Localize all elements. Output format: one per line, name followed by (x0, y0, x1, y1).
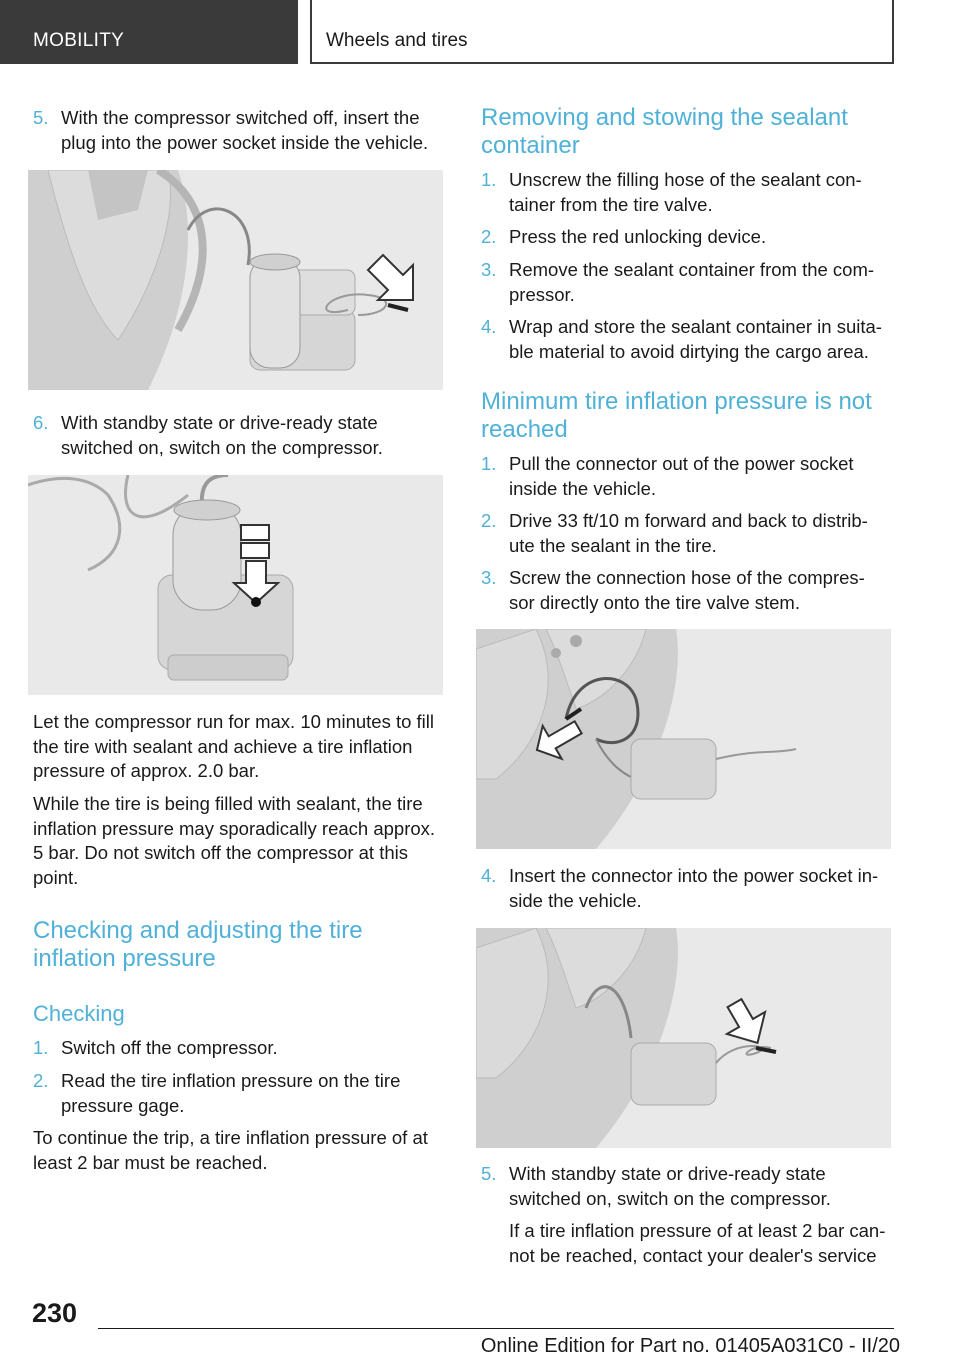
heading-minimum-pressure: Minimum tire inflation pressure is not reached (481, 388, 872, 443)
header-chapter: Wheels and tires (326, 30, 468, 51)
figure-connector-socket (476, 928, 891, 1148)
footer-divider (98, 1328, 894, 1329)
page-number: 230 (32, 1298, 78, 1328)
heading-removing-sealant: Removing and stowing the sealant container (481, 104, 848, 159)
figure-hose-valve (476, 629, 891, 849)
header-section-tab (0, 0, 298, 64)
header-chapter-tab (310, 0, 894, 64)
heading-checking-adjusting: Checking and adjusting the tire inflation pressure (33, 917, 363, 972)
paragraph-run-compressor: Let the compressor run for max. 10 minutes to fill the tire with sealant and achieve a tire inflation pressure of approx. 2.0 bar. (33, 711, 435, 781)
figure-compressor-switch (28, 475, 443, 695)
heading-checking: Checking (33, 1001, 125, 1026)
header-section: MOBILITY (33, 30, 125, 51)
footer-edition: Online Edition for Part no. 01405A031C0 - II/20 (480, 1335, 900, 1357)
paragraph-continue-trip: To continue the trip, a tire inflation pressure of at least 2 bar must be reached. (33, 1127, 428, 1173)
figure-compressor-plug (28, 170, 443, 390)
paragraph-sporadic-pressure: While the tire is being filled with sealant, the tire inflation pressure may sporadically reach approx. 5 bar. Do not switch off the compressor at this point. (33, 793, 436, 888)
